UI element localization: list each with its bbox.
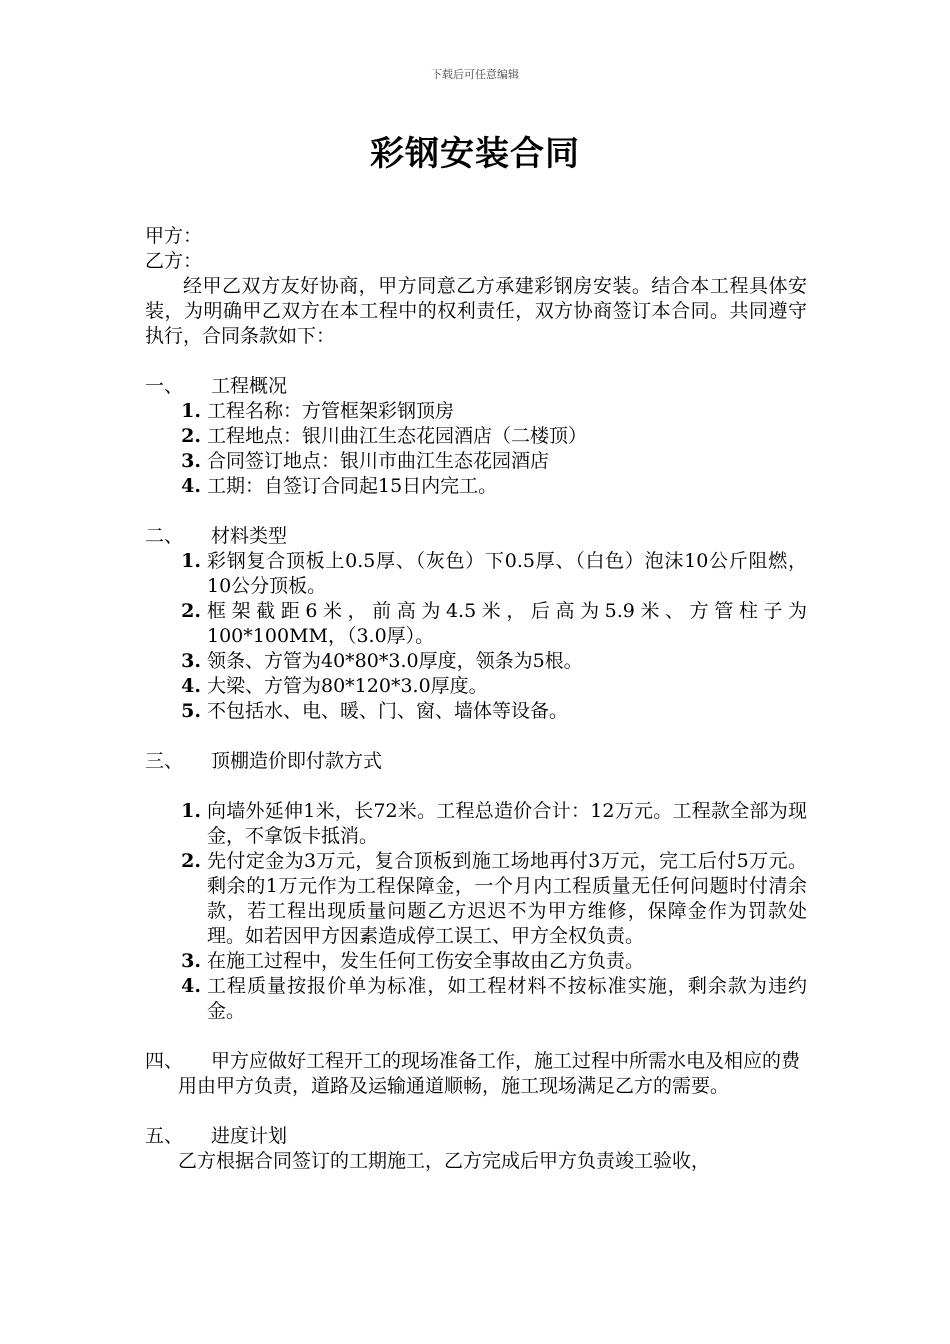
list-item: 3. 领条、方管为40*80*3.0厚度，领条为5根。: [181, 650, 583, 672]
party-a-label: 甲方：: [145, 225, 203, 247]
section-1-heading: [145, 374, 807, 399]
section-5-heading: [145, 1124, 807, 1149]
header-note: 下载后可任意编辑: [431, 68, 519, 81]
list-item: 5. 不包括水、电、暖、门、窗、墙体等设备。: [181, 700, 569, 722]
section-1-list: [145, 399, 807, 499]
section-2-list: [145, 549, 807, 724]
section-title: 工程概况: [211, 375, 288, 397]
section-5-text: 乙方根据合同签订的工期施工，乙方完成后甲方负责竣工验收，: [178, 1150, 711, 1172]
list-item: 3. 在施工过程中，发生任何工伤安全事故由乙方负责。: [181, 950, 645, 972]
document-title: 彩钢安装合同: [370, 134, 580, 174]
section-3-list: [145, 799, 807, 1024]
section-number: 五、: [145, 1125, 184, 1147]
section-text: 甲方应做好工程开工的现场准备工作，施工过程中所需水电及相应的费用由甲方负责，道路及运输通道顺畅，施工现场满足乙方的需要。: [178, 1050, 801, 1097]
list-item: 3. 合同签订地点：银川市曲江生态花园酒店: [181, 450, 550, 472]
list-item: 4. 大梁、方管为80*120*3.0厚度。: [181, 675, 488, 697]
list-item: 1. 工程名称：方管框架彩钢顶房: [181, 400, 455, 422]
section-number: 三、: [145, 750, 184, 772]
list-item: 2. 工程地点：银川曲江生态花园酒店（二楼顶）: [181, 425, 588, 447]
intro-paragraph: 经甲乙双方友好协商，甲方同意乙方承建彩钢房安装。结合本工程具体安装，为明确甲乙双方在本工程中的权利责任，双方协商签订本合同。共同遵守执行，合同条款如下：: [145, 275, 807, 347]
list-item: 2. 框架截距6米，前高为4.5米，后高为5.9米、方管柱子为100*100MM，（3.0厚）。: [181, 600, 807, 647]
section-number: 二、: [145, 525, 184, 547]
section-title: 进度计划: [211, 1125, 288, 1147]
party-b-label: 乙方：: [145, 250, 203, 272]
section-3-heading: [145, 749, 807, 774]
list-item: 1. 彩钢复合顶板上0.5厚、（灰色）下0.5厚、（白色）泡沫10公斤阻燃，10公分顶板。: [181, 550, 807, 597]
list-item: 1. 向墙外延伸1米，长72米。工程总造价合计：12万元。工程款全部为现金，不拿饭卡抵消。: [181, 800, 807, 847]
section-number: 四、: [145, 1050, 184, 1072]
list-item: 4. 工程质量按报价单为标准，如工程材料不按标准实施，剩余款为违约金。: [181, 975, 807, 1022]
section-number: 一、: [145, 375, 184, 397]
list-item: 4. 工期：自签订合同起15日内完工。: [181, 475, 498, 497]
list-item: 2. 先付定金为3万元，复合顶板到施工场地再付3万元，完工后付5万元。剩余的1万元作为工程保障金，一个月内工程质量无任何问题时付清余款，若工程出现质量问题乙方迟迟不为甲方维修，保障金作为罚款处理。如若因甲方因素造成停工误工、甲方全权负责。: [181, 850, 807, 947]
contract-body: [145, 224, 807, 1174]
section-title: 材料类型: [211, 525, 288, 547]
section-2-heading: [145, 524, 807, 549]
section-4-paragraph: [145, 1049, 807, 1099]
section-title: 顶棚造价即付款方式: [211, 750, 383, 772]
